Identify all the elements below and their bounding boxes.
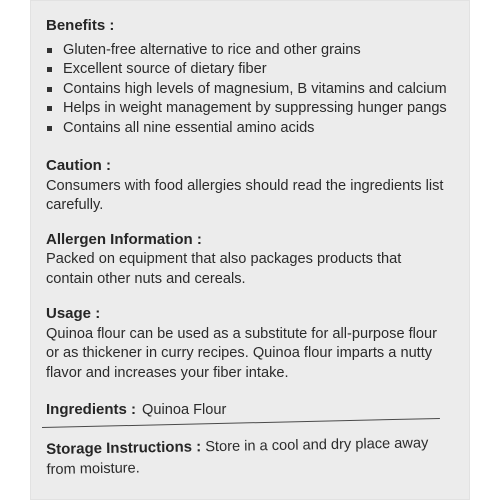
caution-heading: Caution : bbox=[46, 157, 111, 174]
benefit-text: Contains all nine essential amino acids bbox=[63, 119, 315, 136]
caution-text: Consumers with food allergies should read the ingredients list carefully. bbox=[46, 177, 444, 213]
usage-heading: Usage : bbox=[46, 305, 101, 322]
bullet-icon bbox=[47, 87, 52, 92]
usage-section bbox=[46, 304, 451, 383]
list-item bbox=[46, 41, 451, 61]
ingredients-heading: Ingredients : bbox=[46, 401, 137, 418]
storage-heading: Storage Instructions : bbox=[46, 438, 202, 458]
caution-section bbox=[46, 156, 451, 216]
benefits-section bbox=[46, 16, 451, 138]
allergen-heading: Allergen Information : bbox=[46, 230, 202, 248]
benefit-text: Gluten-free alternative to rice and other grains bbox=[63, 41, 361, 58]
list-item bbox=[46, 80, 451, 100]
bullet-icon bbox=[47, 48, 52, 53]
list-item bbox=[46, 60, 451, 80]
ingredients-value: Quinoa Flour bbox=[142, 402, 227, 418]
bullet-icon bbox=[47, 106, 52, 111]
storage-section bbox=[46, 433, 452, 480]
storage-text: Store in a cool and dry place away from moisture. bbox=[46, 435, 429, 478]
usage-text: Quinoa flour can be used as a substitute for all-purpose flour or as thickener in curry recipes. Quinoa flour imparts a nutty flavor and increases your fiber intake. bbox=[46, 325, 438, 381]
benefit-text: Helps in weight management by suppressing hunger pangs bbox=[63, 100, 447, 116]
bullet-icon bbox=[47, 67, 52, 72]
allergen-section bbox=[46, 230, 451, 290]
benefits-heading: Benefits : bbox=[46, 17, 115, 34]
bullet-icon bbox=[47, 126, 52, 131]
benefit-text: Excellent source of dietary fiber bbox=[63, 61, 267, 77]
benefit-text: Contains high levels of magnesium, B vitamins and calcium bbox=[63, 80, 447, 97]
allergen-text: Packed on equipment that also packages products that contain other nuts and cereals. bbox=[46, 251, 402, 287]
benefits-list bbox=[46, 41, 451, 139]
list-item bbox=[46, 99, 451, 119]
list-item bbox=[46, 119, 451, 139]
label-content bbox=[46, 16, 451, 427]
